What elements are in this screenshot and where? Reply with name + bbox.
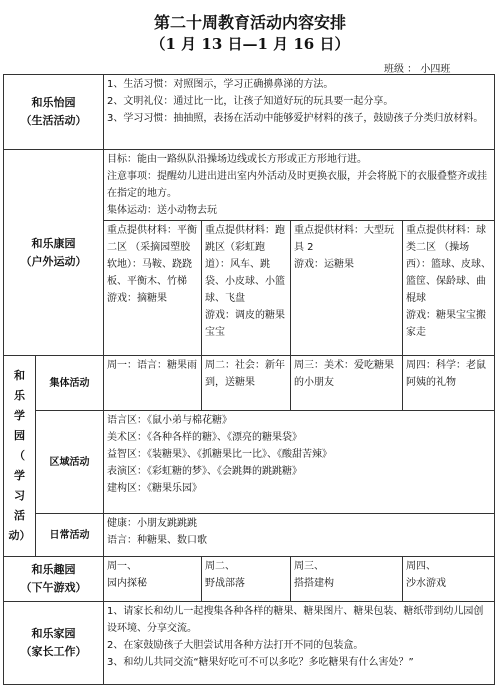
outdoor-area-2: 重点提供材料：跑跳区（彩虹跑道）：风车、跳袋、小皮球、小篮球、飞盘 游戏：调皮的糖果宝宝 (202, 221, 291, 356)
area-item: 建构区：《糖果乐园》 (107, 483, 202, 494)
page-title: 第二十周教育活动内容安排 (153, 13, 346, 32)
study-daily-row (4, 514, 495, 557)
home-item: 1、请家长和幼儿一起搜集各种各样的糖果、糖果图片、糖果包装、糖纸带到幼儿园创设环境、分享交流。 (107, 606, 484, 634)
daily-item: 健康：小朋友跳跳跳 (107, 518, 197, 529)
class-label: 班级 ： 小四班 (384, 64, 451, 75)
fun-mon: 周一、 园内探秘 (104, 557, 202, 602)
group-activity-label: 集体活动 (36, 356, 104, 411)
outdoor-note: 注意事项：提醒幼儿进出进出室内外活动及时更换衣服，并会将脱下的衣服叠整齐或挂在指定的地方。 (107, 171, 487, 199)
fun-row (4, 557, 495, 602)
life-content (104, 75, 495, 150)
fun-wed: 周三、 搭搭建构 (291, 557, 403, 602)
outdoor-area-3: 重点提供材料：大型玩具 2 游戏：运糖果 (291, 221, 403, 356)
group-activity-tue: 周二：社会：新年到，送糖果 (202, 356, 291, 411)
schedule-table (3, 74, 495, 685)
outdoor-area-4: 重点提供材料：球类二区 （操场西）：篮球、皮球、篮筐、保龄球、曲棍球 游戏：糖果宝宝搬家走 (403, 221, 495, 356)
area-item: 表演区：《彩虹糖的梦》、《会跳舞的跳跳糖》 (107, 466, 302, 477)
fun-thu: 周四、 沙水游戏 (403, 557, 495, 602)
fun-section-title: 和乐趣园 （下午游戏） (4, 557, 104, 602)
group-activity-mon: 周一：语言：糖果雨 (104, 356, 202, 411)
outdoor-section-title: 和乐康园 （户外运动） (4, 150, 104, 356)
group-activity-thu: 周四：科学：老鼠阿姨的礼物 (403, 356, 495, 411)
outdoor-goal: 目标：能由一路纵队沿操场边线或长方形或正方形地行进。 (107, 154, 367, 165)
area-item: 语言区：《鼠小弟与棉花糖》 (107, 415, 232, 426)
daily-activity-content (104, 514, 495, 557)
life-item: 3、学习习惯：抽抽照，表扬在活动中能够爱护材料的孩子，鼓励孩子分类归放材料。 (107, 113, 484, 124)
study-section-title: 和 乐 学 园 （ 学 习 活 动） (4, 356, 36, 557)
daily-item: 语言：种糖果、数口歌 (107, 535, 207, 546)
outdoor-general (104, 150, 495, 221)
area-item: 益智区：《装糖果》、《抓糖果比一比》、《酸甜苦辣》 (107, 449, 332, 460)
area-item: 美术区：《各种各样的糖》、《漂亮的糖果袋》 (107, 432, 302, 443)
area-activity-content (104, 411, 495, 514)
date-range: （1 月 13 日—1 月 16 日） (150, 35, 350, 53)
home-row (4, 602, 495, 685)
home-item: 2、在家鼓励孩子大胆尝试用各种方法打开不同的包装盒。 (107, 640, 364, 651)
life-item: 1、生活习惯：对照图示，学习正确擤鼻涕的方法。 (107, 79, 334, 90)
daily-activity-label: 日常活动 (36, 514, 104, 557)
life-item: 2、文明礼仪：通过比一比，让孩子知道好玩的玩具要一起分享。 (107, 96, 394, 107)
home-item: 3、和幼儿共同交流“糖果好吃可不可以多吃？多吃糖果有什么害处？” (107, 657, 414, 668)
outdoor-group: 集体运动：送小动物去玩 (107, 205, 217, 216)
study-group-row (4, 356, 495, 411)
outdoor-row-top (4, 150, 495, 221)
group-activity-wed: 周三：美术：爱吃糖果的小朋友 (291, 356, 403, 411)
study-area-row (4, 411, 495, 514)
outdoor-area-1: 重点提供材料：平衡二区 （采摘园塑胶软地）：马鞍、跷跷板、平衡木、竹梯 游戏：摘糖果 (104, 221, 202, 356)
area-activity-label: 区域活动 (36, 411, 104, 514)
life-row (4, 75, 495, 150)
life-section-title: 和乐怡园 （生活活动） (4, 75, 104, 150)
home-content (104, 602, 495, 685)
fun-tue: 周二、 野战部落 (202, 557, 291, 602)
home-section-title: 和乐家园 （家长工作） (4, 602, 104, 685)
